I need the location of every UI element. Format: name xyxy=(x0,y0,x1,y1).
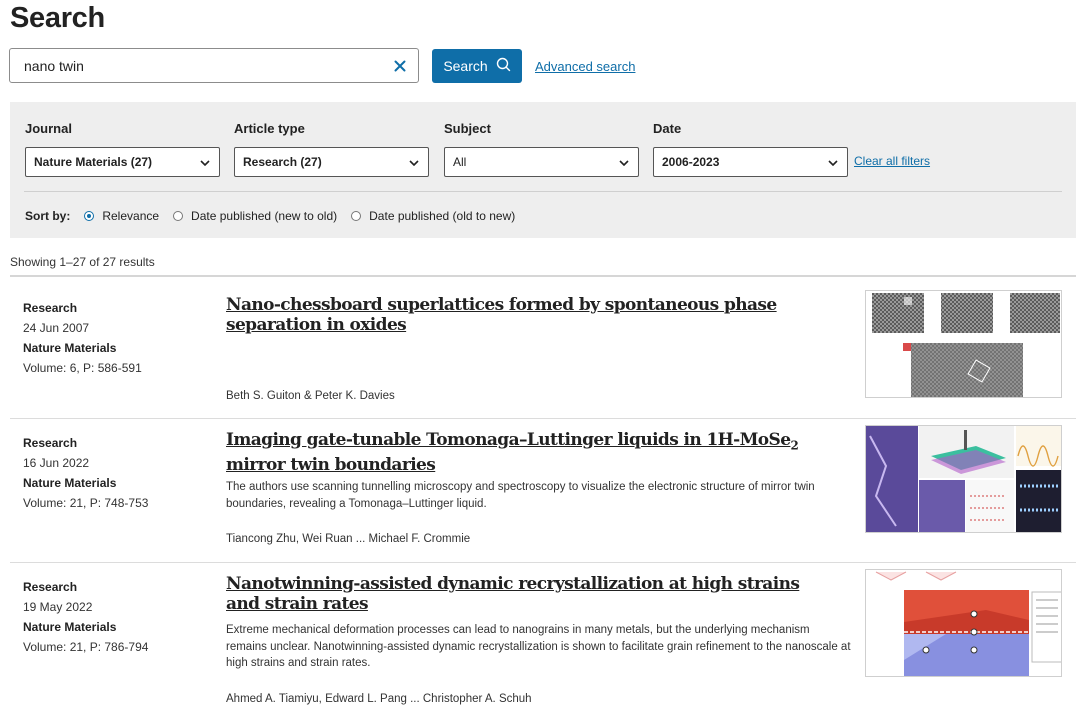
sort-option-label: Date published (new to old) xyxy=(191,209,338,223)
divider xyxy=(10,562,1076,563)
date-filter-label: Date xyxy=(653,121,682,136)
article-type-filter xyxy=(234,121,429,177)
sort-new-to-old-radio[interactable] xyxy=(173,209,337,223)
result-meta xyxy=(23,577,213,657)
sort-label: Sort by: xyxy=(25,209,71,223)
radio-button[interactable] xyxy=(351,211,361,221)
search-input[interactable] xyxy=(9,48,419,83)
chevron-down-icon xyxy=(619,155,629,169)
radio-button[interactable] xyxy=(173,211,183,221)
divider xyxy=(10,418,1076,419)
publish-date: 16 Jun 2022 xyxy=(23,456,90,470)
advanced-search-link[interactable]: Advanced search xyxy=(535,59,636,74)
article-type-select[interactable] xyxy=(234,147,429,177)
search-button[interactable] xyxy=(432,49,522,83)
volume-pages: Volume: 6, P: 586-591 xyxy=(23,361,142,375)
title-text: mirror twin boundaries xyxy=(226,455,436,476)
sort-old-to-new-radio[interactable] xyxy=(351,209,515,223)
journal-select-value: Nature Materials (27) xyxy=(34,155,153,169)
article-type-select-value: Research (27) xyxy=(243,155,322,169)
sort-relevance-radio[interactable] xyxy=(84,209,159,223)
search-input-value[interactable]: nano twin xyxy=(24,57,84,74)
journal-select[interactable] xyxy=(25,147,220,177)
journal-name: Nature Materials xyxy=(23,620,117,634)
date-select[interactable] xyxy=(653,147,848,177)
result-thumbnail[interactable] xyxy=(865,569,1062,677)
journal-filter xyxy=(25,121,220,177)
subject-filter xyxy=(444,121,639,177)
result-meta xyxy=(23,298,213,378)
result-title-link[interactable]: Nano-chessboard superlattices formed by spontaneous phase separation in oxides xyxy=(226,295,777,335)
chevron-down-icon xyxy=(828,155,838,169)
journal-name: Nature Materials xyxy=(23,341,117,355)
clear-all-filters-link[interactable]: Clear all filters xyxy=(854,154,931,168)
article-type: Research xyxy=(23,580,78,594)
close-icon[interactable] xyxy=(382,49,418,82)
sort-option-label: Date published (old to new) xyxy=(369,209,516,223)
result-title-link[interactable] xyxy=(226,430,836,475)
filter-panel xyxy=(10,102,1076,238)
article-type-filter-label: Article type xyxy=(234,121,305,136)
radio-button[interactable] xyxy=(84,211,94,221)
volume-pages: Volume: 21, P: 786-794 xyxy=(23,640,149,654)
publish-date: 19 May 2022 xyxy=(23,600,93,614)
date-filter xyxy=(653,121,848,177)
result-thumbnail[interactable] xyxy=(865,425,1062,533)
article-type: Research xyxy=(23,301,78,315)
chevron-down-icon xyxy=(200,155,210,169)
subject-select[interactable] xyxy=(444,147,639,177)
subject-select-value: All xyxy=(453,155,467,169)
article-type: Research xyxy=(23,436,78,450)
date-select-value: 2006-2023 xyxy=(662,155,720,169)
divider xyxy=(24,191,1062,192)
journal-name: Nature Materials xyxy=(23,476,117,490)
sort-options xyxy=(25,209,529,223)
chevron-down-icon xyxy=(409,155,419,169)
result-thumbnail[interactable] xyxy=(865,290,1062,398)
result-summary: Extreme mechanical deformation processes can lead to nanograins in many metals, but the underlying mechanism remains unclear. Nanotwinning-assisted dynamic recrystallization is shown to facilitate grain refinement to the nanoscale at high strains and strain rates. xyxy=(226,624,851,669)
journal-filter-label: Journal xyxy=(25,121,72,136)
result-meta xyxy=(23,433,213,513)
search-icon xyxy=(496,57,511,75)
result-authors: Tiancong Zhu, Wei Ruan ... Michael F. Crommie xyxy=(226,533,471,545)
result-summary: The authors use scanning tunnelling microscopy and spectroscopy to visualize the electronic structure of mirror twin boundaries, revealing a Tomonaga–Luttinger liquid. xyxy=(226,481,815,510)
title-text: Imaging gate-tunable Tomonaga–Luttinger liquids in 1H-MoSe xyxy=(226,430,791,450)
search-button-label: Search xyxy=(443,58,488,74)
result-authors: Ahmed A. Tiamiyu, Edward L. Pang ... Christopher A. Schuh xyxy=(226,693,532,705)
result-authors: Beth S. Guiton & Peter K. Davies xyxy=(226,390,395,402)
publish-date: 24 Jun 2007 xyxy=(23,321,90,335)
title-subscript: 2 xyxy=(790,438,799,453)
divider xyxy=(10,275,1076,277)
volume-pages: Volume: 21, P: 748-753 xyxy=(23,496,149,510)
result-title-link[interactable]: Nanotwinning-assisted dynamic recrystallization at high strains and strain rates xyxy=(226,574,800,614)
sort-option-label: Relevance xyxy=(102,209,160,223)
page-title: Search xyxy=(10,2,105,34)
subject-filter-label: Subject xyxy=(444,121,491,136)
results-count: Showing 1–27 of 27 results xyxy=(10,255,155,269)
